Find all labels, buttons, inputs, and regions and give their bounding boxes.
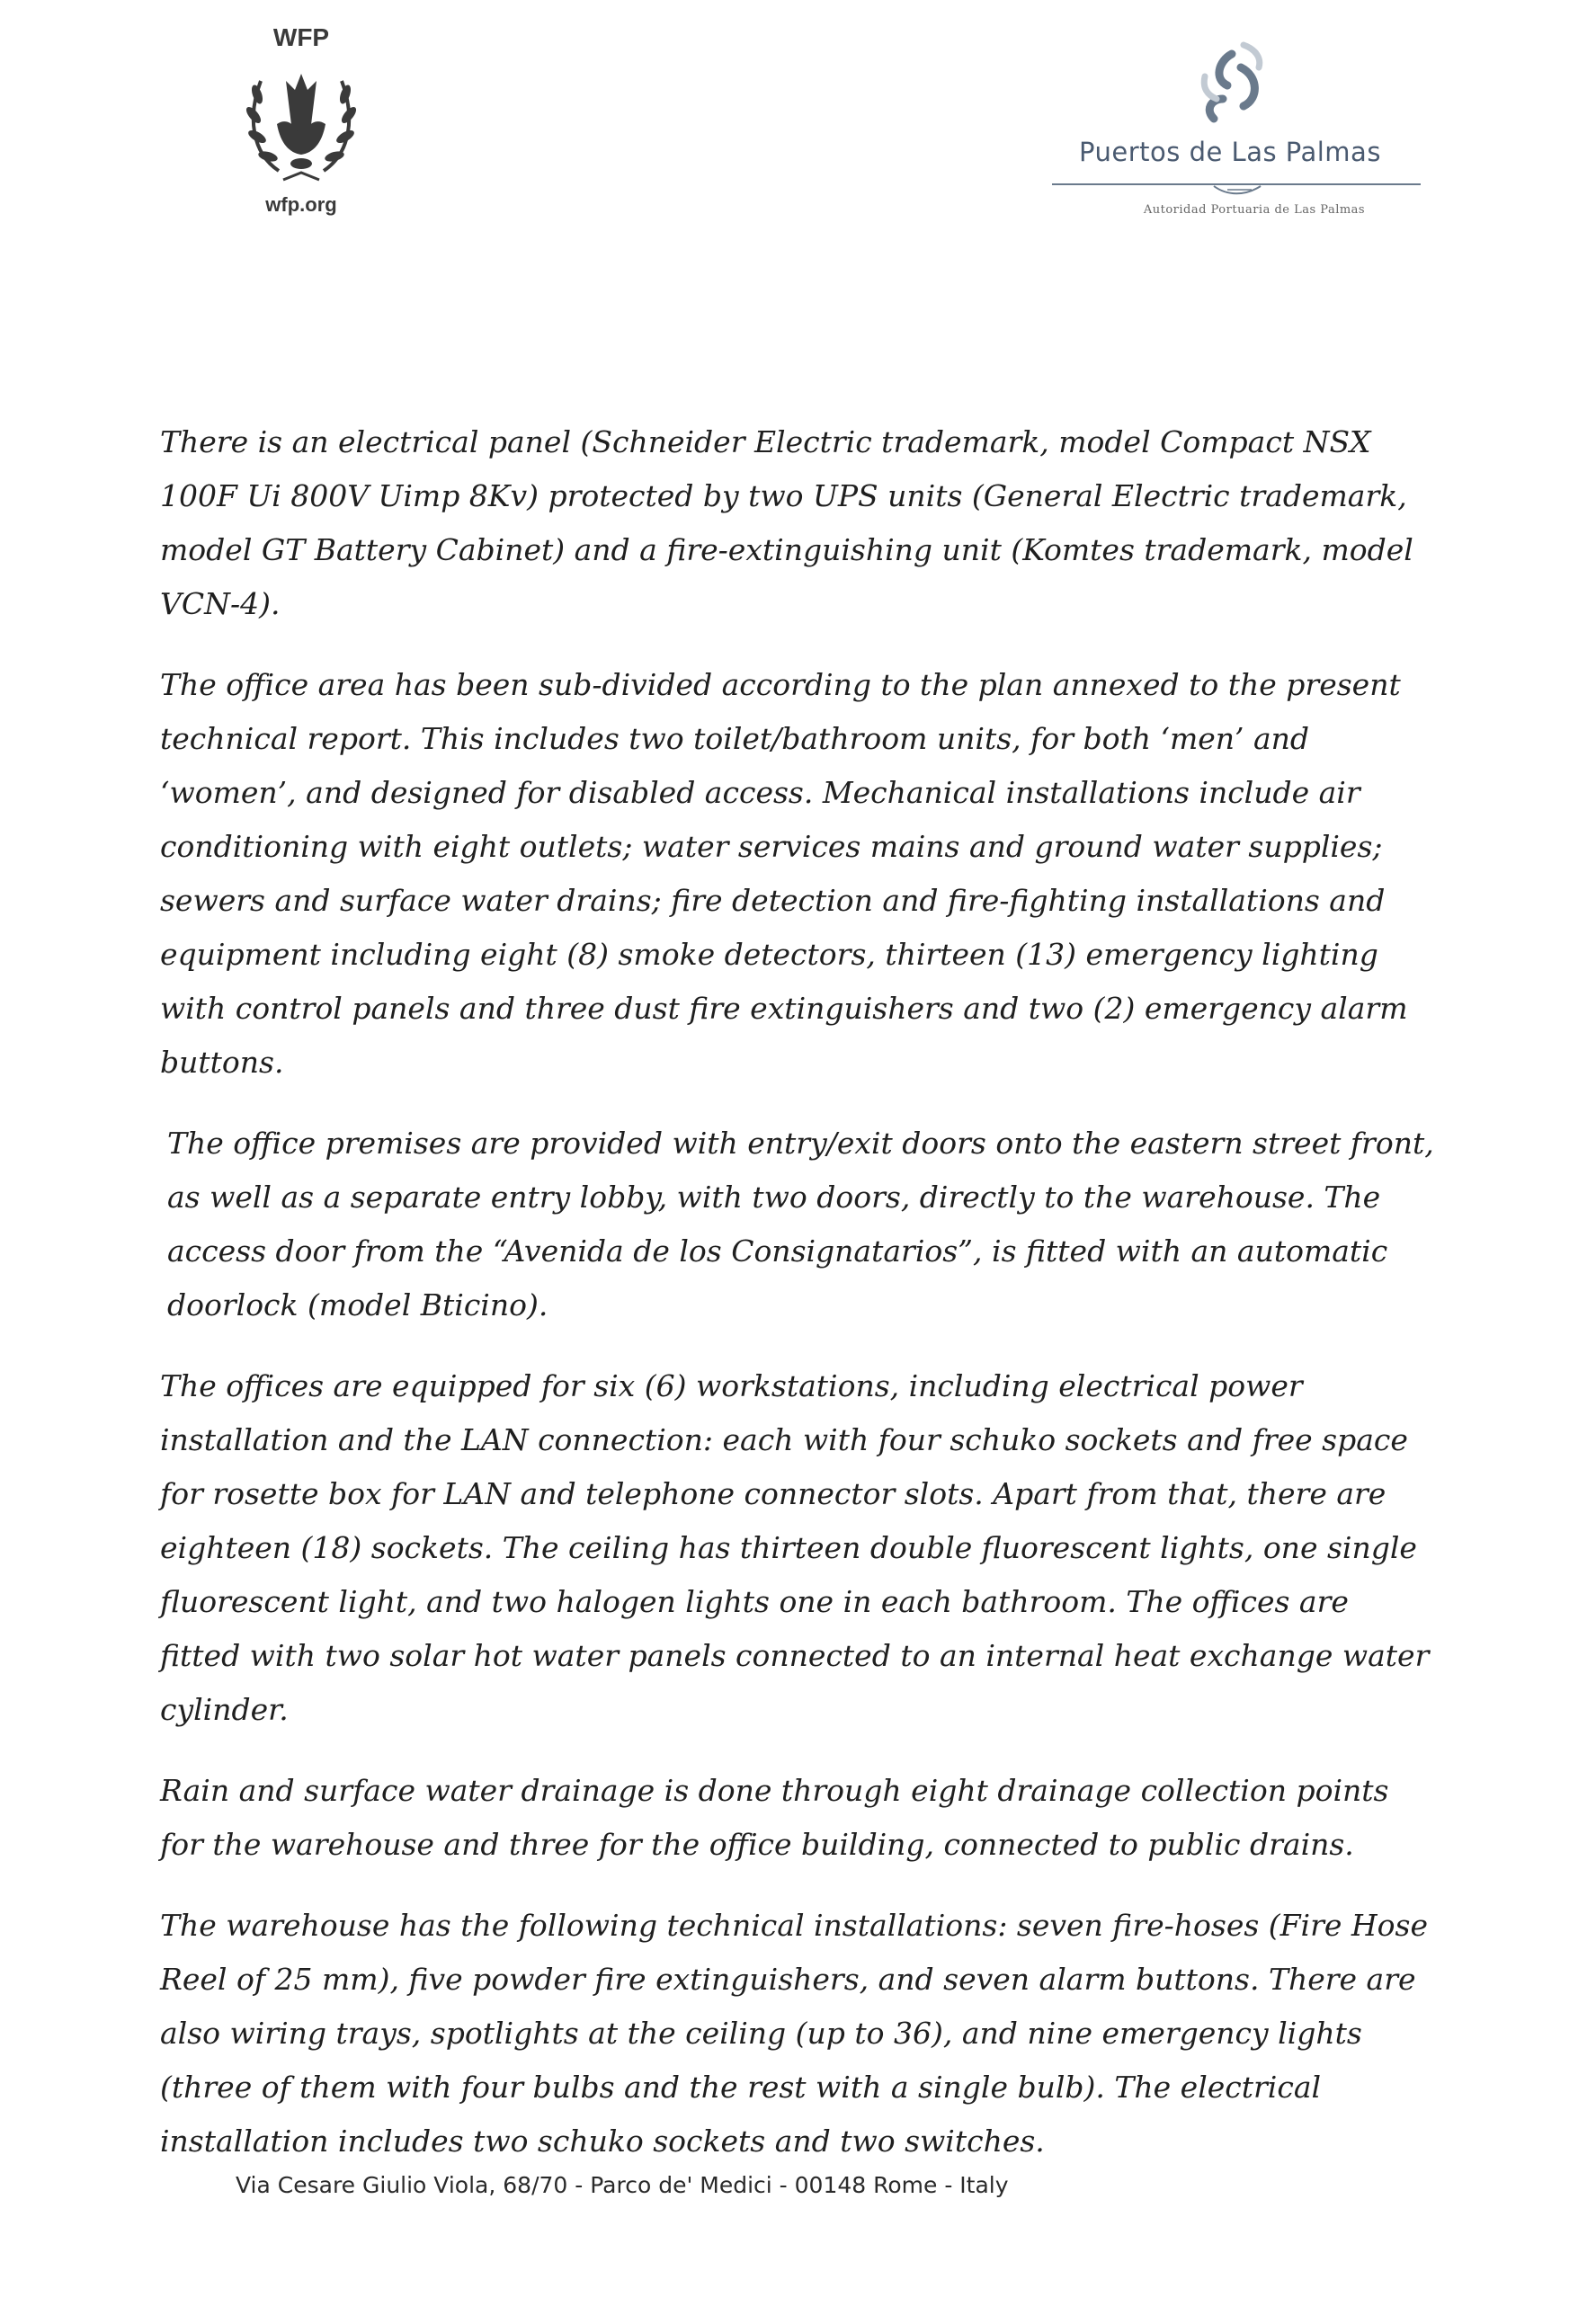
puertos-logo bbox=[1034, 36, 1421, 225]
wfp-logo bbox=[229, 18, 373, 216]
puertos-divider bbox=[1052, 178, 1421, 198]
paragraph-office-area: The office area has been sub-divided according to the plan annexed to the present technical report. This includes two toilet/bathroom units, for both ‘men’ and ‘women’, and designed for disabled access. Mechanical installations include air conditioning with eight outlets; water services mains and ground water supplies; sewers and surface water drains; fire detection and fire-fighting installations and equipment including eight (8) smoke detectors, thirteen (13) emergency lighting with control panels and three dust fire extinguishers and two (2) emergency alarm buttons. bbox=[160, 667, 1408, 1080]
puertos-name: Puertos de Las Palmas bbox=[1079, 137, 1381, 167]
wfp-emblem-icon bbox=[243, 54, 360, 189]
footer-address: Via Cesare Giulio Viola, 68/70 - Parco de' Medici - 00148 Rome - Italy bbox=[236, 2172, 1009, 2198]
paragraph-electrical-panel: There is an electrical panel (Schneider Electric trademark, model Compact NSX 100F Ui 800V Uimp 8Kv) protected by two UPS units (General Electric trademark, model GT Battery Cabinet) and a fire-extinguishing unit (Komtes trademark, model VCN-4). bbox=[160, 424, 1413, 621]
paragraph-warehouse: The warehouse has the following technical installations: seven fire-hoses (Fire Hose Reel of 25 mm), five powder fire extinguishers, and seven alarm buttons. There are also wiring trays, spotlights at the ceiling (up to 36), and nine emergency lights (three of them with four bulbs and the rest with a single bulb). The electrical installation includes two schuko sockets and two switches. bbox=[160, 1908, 1429, 2159]
paragraph-drainage: Rain and surface water drainage is done through eight drainage collection points for the warehouse and three for the office building, connected to public drains. bbox=[160, 1773, 1389, 1862]
puertos-subtitle: Autoridad Portuaria de Las Palmas bbox=[1143, 203, 1366, 217]
wfp-url-text: wfp.org bbox=[265, 193, 337, 216]
paragraph-office-premises: The office premises are provided with entry/exit doors onto the eastern street front, as well as a separate entry lobby, with two doors, directly to the warehouse. The access door from the “Avenida de los Consignatarios”, is fitted with an automatic doorlock (model Bticino). bbox=[167, 1126, 1434, 1322]
paragraph-workstations: The offices are equipped for six (6) workstations, including electrical power installation and the LAN connection: each with four schuko sockets and free space for rosette box for LAN and telephone connector slots. Apart from that, there are eighteen (18) sockets. The ceiling has thirteen double fluorescent lights, one single fluorescent light, and two halogen lights one in each bathroom. The offices are fitted with two solar hot water panels connected to an internal heat exchange water cylinder. bbox=[160, 1368, 1430, 1727]
wfp-logo-text: WFP bbox=[272, 23, 330, 51]
puertos-swirl-icon bbox=[1191, 36, 1272, 126]
body-text bbox=[160, 415, 1437, 2195]
